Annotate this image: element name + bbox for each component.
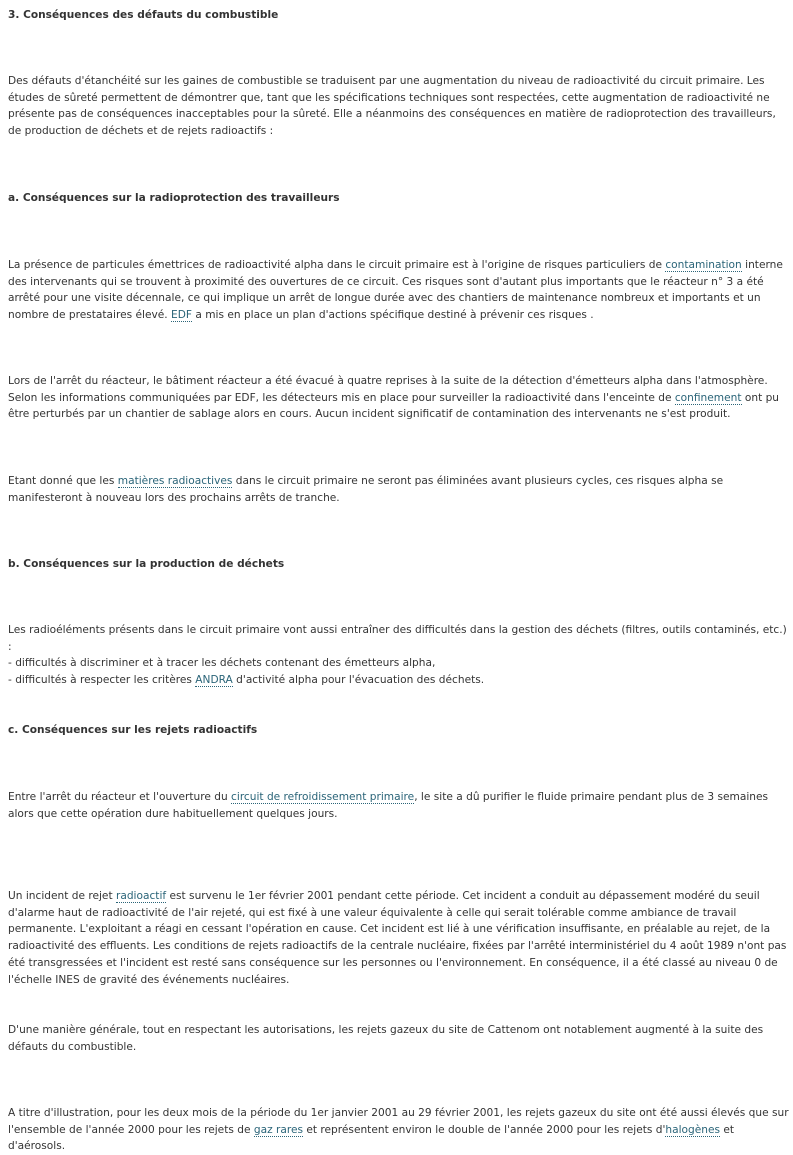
paragraph-illustration: A titre d'illustration, pour les deux mois de la période du 1er janvier 2001 au 29 février 2001, les rejets gazeux du site ont été aussi élevés que sur l'ensemble de l'année 2000 pour les rejets de gaz rares et représentent environ le double de l'année 2000 pour les rejets d'halogènes et d'aérosols. — [8, 1107, 789, 1153]
section-title: 3. Conséquences des défauts du combustible — [8, 9, 279, 21]
glossary-link-matieres-radioactives[interactable]: matières radioactives — [117, 475, 233, 487]
glossary-link-contamination[interactable]: contamination — [665, 259, 742, 271]
subsection-title-dechets: b. Conséquences sur la production de déchets — [8, 558, 285, 570]
paragraph-rejets-gazeux: D'une manière générale, tout en respectant les autorisations, les rejets gazeux du site de Cattenom ont notablement augmenté à la suite des défauts du combustible. — [8, 1024, 764, 1053]
glossary-link-confinement[interactable]: confinement — [674, 391, 742, 404]
paragraph-incident-rejet: Un incident de rejet radioactif est survenu le 1er février 2001 pendant cette période. Cet incident a conduit au dépassement modéré du seuil d'alarme haut de radioactivité de l'air rejeté, qui est fixé à une valeur équivalente à celle qui serait tolérable comme ambiance de travail permanente. L'exploitant a réagi en cessant l'opération en cause. Cet incident est lié à une vérification insuffisante, en préalable au rejet, de la radioactivité des effluents. Les conditions de rejets radioactifs de la centrale nucléaire, fixées par l'arrêté interministériel du 4 août 1989 n'ont pas été transgressées et l'incident est resté sans conséquence sur les personnes ou l'environnement. En conséquence, il a été classé au niveau 0 de l'échelle INES de gravité des événements nucléaires. — [8, 890, 787, 986]
subsection-title-rejets: c. Conséquences sur les rejets radioactifs — [8, 724, 258, 736]
subsection-title-radioprotection: a. Conséquences sur la radioprotection des travailleurs — [8, 192, 340, 204]
paragraph-alpha-risks: La présence de particules émettrices de radioactivité alpha dans le circuit primaire est à l'origine de risques particuliers de contamination interne des intervenants qui se trouvent à proximité des ouvertures de ce circuit. Ces risques sont d'autant plus importants que le réacteur n° 3 a été arrêté pour une visite décennale, ce qui implique un arrêt de longue durée avec des chantiers de maintenance nombreux et importants et un nombre de prestataires élevé. EDF a mis en place un plan d'actions spécifique destiné à prévenir ces risques . — [8, 259, 783, 322]
paragraph-alpha-future: Etant donné que les matières radioactives dans le circuit primaire ne seront pas éliminées avant plusieurs cycles, ces risques alpha se manifesteront à nouveau lors des prochains arrêts de tranche. — [8, 475, 724, 504]
glossary-link-radioactif[interactable]: radioactif — [115, 890, 167, 902]
paragraph-purification: Entre l'arrêt du réacteur et l'ouverture du circuit de refroidissement primaire, le site a dû purifier le fluide primaire pendant plus de 3 semaines alors que cette opération dure habituellement quelques jours. — [8, 791, 769, 820]
intro-paragraph: Des défauts d'étanchéité sur les gaines de combustible se traduisent par une augmentation du niveau de radioactivité du circuit primaire. Les études de sûreté permettent de démontrer que, tant que les spécifications techniques sont respectées, cette augmentation de radioactivité ne présente pas de conséquences inacceptables pour la sûreté. Elle a néanmoins des conséquences en matière de radioprotection des travailleurs, de production de déchets et de rejets radioactifs : — [8, 75, 776, 138]
glossary-link-halogenes[interactable]: halogènes — [665, 1123, 721, 1136]
glossary-link-gaz-rares[interactable]: gaz rares — [253, 1123, 304, 1136]
glossary-link-edf[interactable]: EDF — [171, 309, 192, 322]
glossary-link-circuit-refroidissement[interactable]: circuit de refroidissement primaire — [231, 791, 415, 803]
paragraph-evacuation: Lors de l'arrêt du réacteur, le bâtiment réacteur a été évacué à quatre reprises à la suite de la détection d'émetteurs alpha dans l'atmosphère. Selon les informations communiquées par EDF, les détecteurs mis en place pour surveiller la radioactivité dans l'enceinte de confinement ont pu être perturbés par un chantier de sablage alors en cours. Aucun incident significatif de contamination des intervenants ne s'est produit. — [8, 375, 780, 421]
paragraph-dechets: Les radioéléments présents dans le circuit primaire vont aussi entraîner des difficultés dans la gestion des déchets (filtres, outils contaminés, etc.) : - difficultés à discriminer et à tracer les déchets contenant des émetteurs alpha, - difficultés à respecter les critères ANDRA d'activité alpha pour l'évacuation des déchets. — [8, 624, 787, 687]
glossary-link-andra[interactable]: ANDRA — [195, 674, 233, 687]
